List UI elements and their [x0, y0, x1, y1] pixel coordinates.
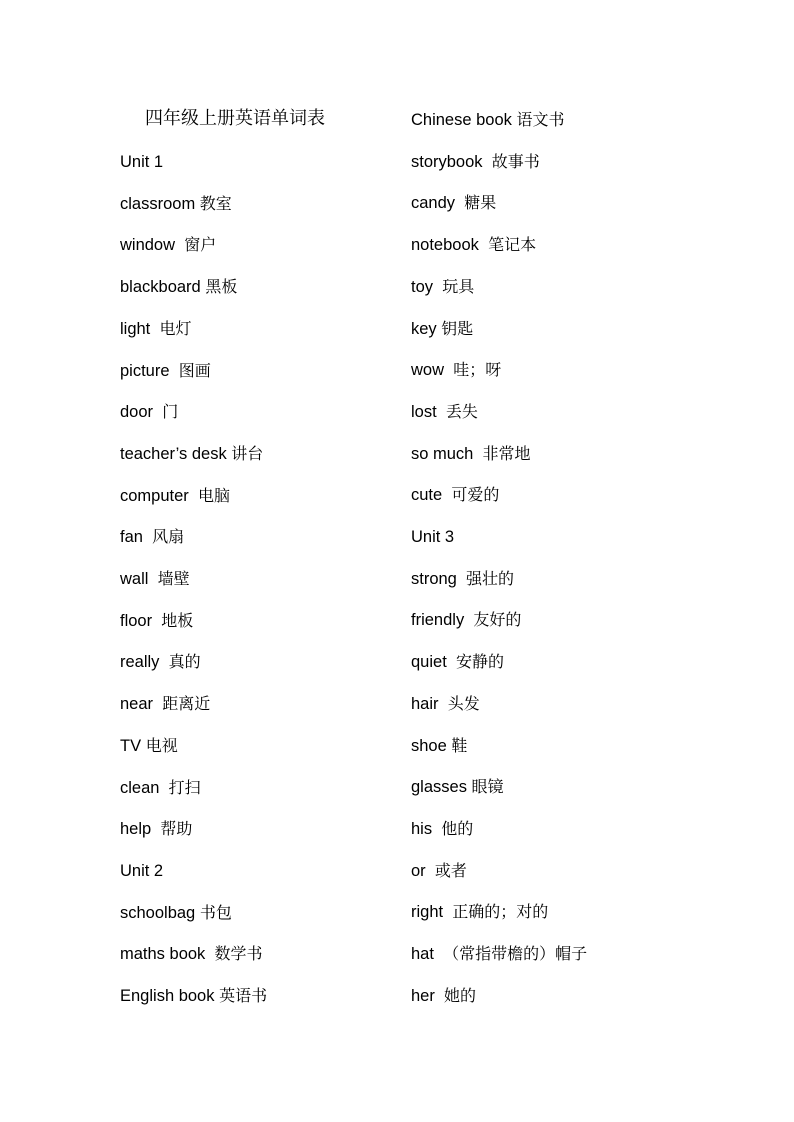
english-word: notebook [411, 236, 479, 255]
english-word: her [411, 986, 435, 1005]
word-separator [437, 403, 446, 421]
word-separator [473, 445, 482, 463]
chinese-meaning: 鞋 [451, 735, 468, 755]
vocab-entry [411, 110, 565, 130]
chinese-meaning: 他的 [441, 818, 474, 838]
word-separator [426, 862, 435, 880]
word-separator [153, 695, 162, 713]
vocab-entry [120, 361, 211, 381]
vocab-entry [120, 319, 191, 339]
chinese-meaning: 语文书 [516, 110, 565, 129]
chinese-meaning: 图画 [178, 360, 211, 380]
english-word: Unit 3 [411, 528, 455, 546]
chinese-meaning: 玩具 [442, 276, 475, 296]
page-title: 四年级上册英语单词表 [145, 108, 325, 129]
chinese-meaning: 讲台 [231, 443, 264, 463]
chinese-meaning: 距离近 [162, 694, 211, 714]
english-word: hat [411, 945, 434, 963]
word-separator [159, 653, 168, 671]
vocab-entry [411, 319, 473, 339]
word-separator [439, 695, 448, 713]
vocab-entry [411, 485, 499, 505]
english-word: candy [411, 194, 456, 213]
word-separator [443, 903, 452, 921]
vocab-entry [411, 193, 496, 213]
chinese-meaning: 哇；呀 [453, 360, 502, 380]
english-word: maths book [120, 945, 206, 964]
word-separator [189, 487, 198, 505]
english-word: picture [120, 361, 170, 380]
english-word: really [120, 653, 160, 672]
chinese-meaning: 门 [162, 402, 179, 422]
word-separator [479, 236, 488, 254]
vocab-entry [411, 610, 521, 630]
vocab-entry [411, 694, 480, 714]
vocab-entry [411, 944, 587, 964]
english-word: clean [120, 778, 160, 797]
vocab-entry [411, 444, 531, 464]
english-word: quiet [411, 653, 447, 672]
word-separator [175, 236, 184, 254]
word-separator [442, 486, 451, 504]
word-separator [151, 820, 160, 838]
vocab-entry [411, 652, 504, 672]
chinese-meaning: 黑板 [205, 277, 238, 297]
chinese-meaning: 书包 [199, 902, 232, 922]
chinese-meaning: 或者 [434, 860, 467, 880]
english-word: blackboard [120, 278, 201, 297]
chinese-meaning: 地板 [161, 610, 194, 630]
english-word: toy [411, 277, 434, 296]
vocab-entry [120, 778, 201, 798]
vocab-entry [120, 277, 237, 297]
english-word: computer [120, 486, 189, 505]
vocab-entry [411, 986, 476, 1006]
chinese-meaning: 教室 [199, 193, 232, 213]
chinese-meaning: 电脑 [197, 485, 230, 505]
vocab-entry [120, 402, 178, 422]
chinese-meaning: 电灯 [159, 318, 192, 338]
vocab-entry [411, 736, 467, 756]
word-separator [483, 153, 492, 171]
english-word: English book [120, 987, 215, 1005]
vocab-entry [411, 152, 540, 172]
word-separator [152, 612, 161, 630]
chinese-meaning: 友好的 [473, 610, 522, 630]
english-word: light [120, 319, 151, 338]
vocab-entry [411, 819, 473, 839]
english-word: or [411, 861, 426, 880]
english-word: wall [120, 570, 149, 588]
word-separator [153, 403, 162, 421]
english-word: glasses [411, 778, 467, 797]
chinese-meaning: 打扫 [168, 777, 201, 797]
vocab-entry [411, 402, 478, 422]
vocab-entry [120, 444, 263, 464]
vocab-entry [411, 777, 504, 797]
word-separator [435, 987, 444, 1005]
english-word: Unit 1 [120, 153, 164, 171]
vocab-entry [120, 611, 193, 631]
unit-heading [120, 861, 163, 881]
english-word: door [120, 403, 154, 422]
english-word: window [120, 236, 176, 255]
vocab-entry [411, 360, 501, 380]
english-word: TV [120, 736, 142, 755]
english-word: his [411, 819, 433, 838]
english-word: lost [411, 402, 437, 421]
vocab-entry [120, 944, 262, 964]
chinese-meaning: 窗户 [184, 235, 217, 255]
word-separator [143, 528, 152, 546]
english-word: strong [411, 569, 457, 588]
vocab-entry [120, 694, 210, 714]
english-word: storybook [411, 152, 483, 171]
chinese-meaning: 强壮的 [466, 568, 515, 588]
english-word: right [411, 903, 444, 922]
chinese-meaning: 钥匙 [441, 318, 474, 338]
english-word: near [120, 695, 154, 714]
word-separator [455, 194, 464, 212]
english-word: so much [411, 444, 474, 463]
chinese-meaning: 非常地 [482, 443, 531, 463]
chinese-meaning: 头发 [447, 693, 480, 713]
chinese-meaning: 眼镜 [471, 777, 504, 797]
english-word: cute [411, 486, 443, 505]
chinese-meaning: 糖果 [464, 193, 497, 213]
english-word: hair [411, 694, 439, 713]
chinese-meaning: 故事书 [491, 151, 540, 171]
vocab-entry [120, 819, 192, 839]
vocab-entry [411, 569, 514, 589]
chinese-meaning: 风扇 [152, 527, 185, 547]
english-word: fan [120, 528, 143, 547]
word-separator [434, 945, 443, 963]
chinese-meaning: 电视 [145, 735, 178, 755]
vocab-entry [120, 486, 230, 506]
english-word: schoolbag [120, 903, 196, 922]
chinese-meaning: 英语书 [219, 986, 268, 1005]
chinese-meaning: 丢失 [445, 401, 478, 421]
vocab-entry [120, 527, 184, 547]
word-separator [159, 779, 168, 797]
english-word: floor [120, 611, 153, 630]
vocab-entry [411, 902, 548, 922]
english-word: shoe [411, 736, 447, 755]
vocab-entry [120, 986, 267, 1006]
word-separator [447, 653, 456, 671]
chinese-meaning: 正确的；对的 [452, 902, 549, 922]
word-separator [444, 361, 453, 379]
chinese-meaning: 帮助 [160, 819, 193, 839]
vocab-entry [120, 194, 232, 214]
word-separator [170, 362, 179, 380]
english-word: key [411, 319, 437, 338]
english-word: teacher’s desk [120, 444, 227, 463]
vocab-entry [411, 235, 536, 255]
chinese-meaning: 数学书 [214, 944, 263, 964]
unit-heading [411, 527, 454, 547]
word-separator [464, 611, 473, 629]
vocab-entry [120, 235, 216, 255]
vocab-entry [411, 861, 467, 881]
vocab-entry [411, 277, 474, 297]
english-word: Unit 2 [120, 861, 164, 880]
unit-heading [120, 152, 163, 172]
english-word: help [120, 820, 152, 839]
chinese-meaning: 安静的 [455, 652, 504, 672]
chinese-meaning: 墙壁 [157, 569, 190, 588]
word-separator [432, 820, 441, 838]
chinese-meaning: （常指带檐的）帽子 [443, 944, 588, 963]
word-separator [433, 278, 442, 296]
chinese-meaning: 可爱的 [451, 485, 500, 505]
chinese-meaning: 她的 [444, 985, 477, 1005]
word-separator [148, 570, 157, 588]
vocab-entry [120, 736, 178, 756]
vocab-entry [120, 903, 232, 923]
english-word: friendly [411, 611, 465, 630]
word-separator [457, 570, 466, 588]
chinese-meaning: 笔记本 [488, 235, 537, 255]
vocab-entry [120, 569, 190, 589]
english-word: Chinese book [411, 111, 512, 129]
english-word: classroom [120, 194, 196, 213]
chinese-meaning: 真的 [168, 652, 201, 672]
vocab-entry [120, 652, 201, 672]
english-word: wow [411, 361, 445, 380]
